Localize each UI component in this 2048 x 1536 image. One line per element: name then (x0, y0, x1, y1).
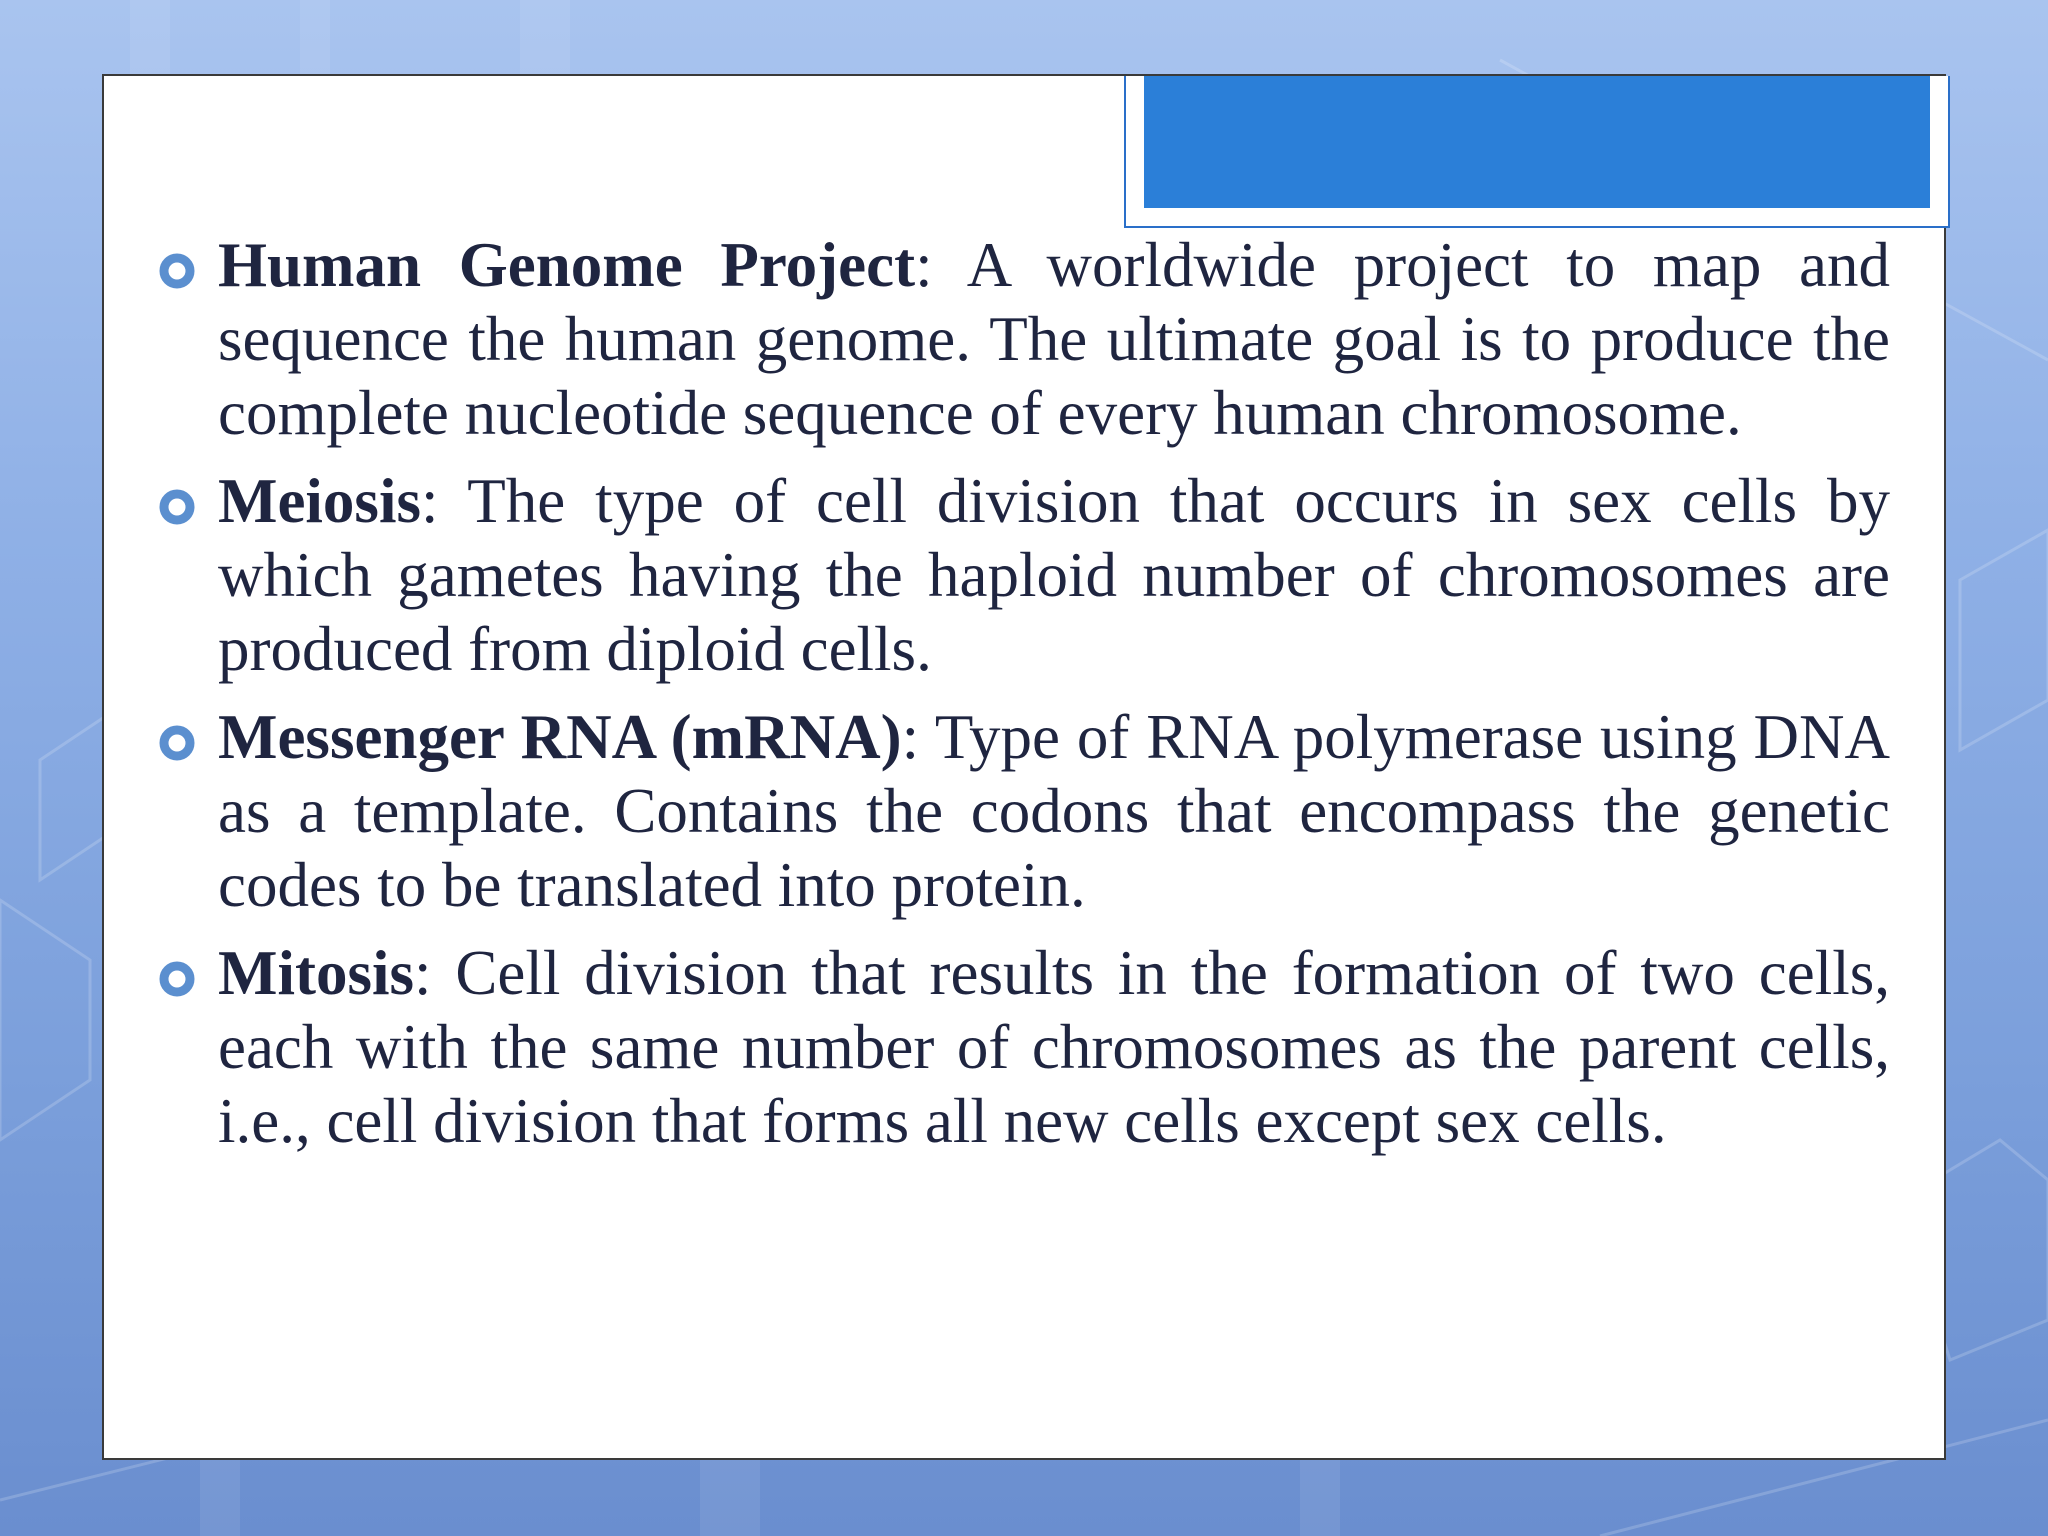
list-item-text (218, 464, 1890, 686)
ring-bullet-icon (158, 724, 196, 762)
list-item (156, 936, 1890, 1158)
definition-text: : Type of RNA polymerase using DNA as a template. Contains the codons that encompass the genetic codes to be translated into protein. (218, 702, 1890, 920)
title-box-fill (1144, 76, 1930, 208)
list-item (156, 464, 1890, 686)
list-item-text (218, 936, 1890, 1158)
list-item-text (218, 700, 1890, 922)
definition-list (156, 228, 1890, 1172)
title-box (1124, 76, 1950, 228)
definition-text: : A worldwide project to map and sequence the human genome. The ultimate goal is to produce the complete nucleotide sequence of every human chromosome. (218, 230, 1890, 448)
term-label: Mitosis (218, 938, 414, 1008)
ring-bullet-icon (158, 252, 196, 290)
term-label: Human Genome Project (218, 230, 916, 300)
list-item (156, 700, 1890, 922)
definition-text: : The type of cell division that occurs in sex cells by which gametes having the haploid number of chromosomes are produced from diploid cells. (218, 466, 1890, 684)
ring-bullet-icon (158, 960, 196, 998)
term-label: Messenger RNA (mRNA) (218, 702, 902, 772)
definition-text: : Cell division that results in the formation of two cells, each with the same number of chromosomes as the parent cells, i.e., cell division that forms all new cells except sex cells. (218, 938, 1890, 1156)
ring-bullet-icon (158, 488, 196, 526)
list-item-text (218, 228, 1890, 450)
list-item (156, 228, 1890, 450)
term-label: Meiosis (218, 466, 421, 536)
